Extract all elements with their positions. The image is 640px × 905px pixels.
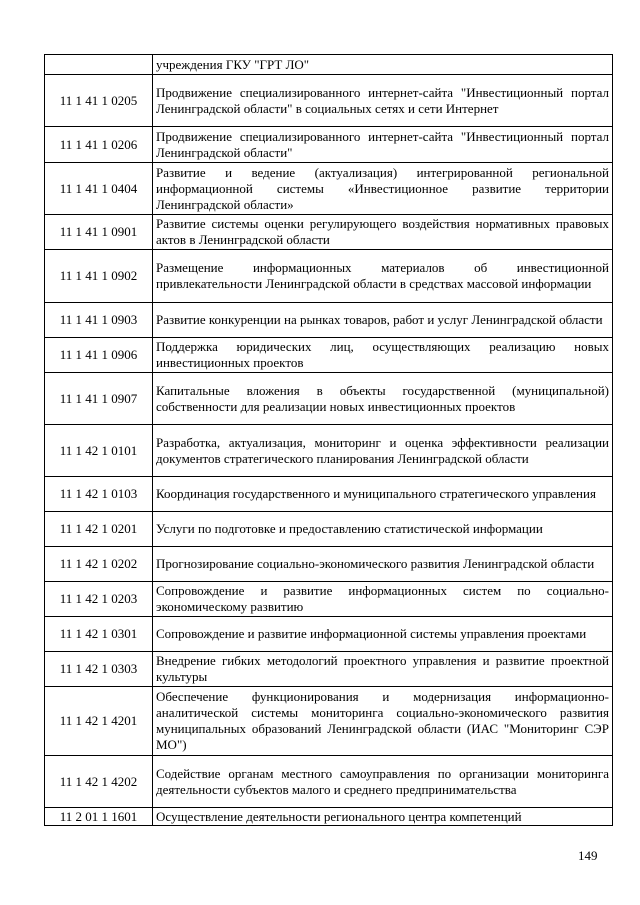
table-row [45,808,613,826]
table-row [45,338,613,373]
table-row [45,250,613,303]
row-description: Сопровождение и развитие информационной системы управления проектами [153,617,613,652]
table-row [45,652,613,687]
row-description: Продвижение специализированного интернет-сайта "Инвестиционный портал Ленинградской области" в социальных сетях и сети Интернет [153,75,613,127]
table-row [45,617,613,652]
row-description: Капитальные вложения в объекты государственной (муниципальной) собственности для реализации новых инвестиционных проектов [153,373,613,425]
row-code [45,55,153,75]
row-code: 11 2 01 1 1601 [45,808,153,826]
row-code: 11 1 42 1 0201 [45,512,153,547]
row-description: Развитие системы оценки регулирующего воздействия нормативных правовых актов в Ленинградской области [153,215,613,250]
row-code: 11 1 41 1 0901 [45,215,153,250]
row-description: Услуги по подготовке и предоставлению статистической информации [153,512,613,547]
row-description: Координация государственного и муниципального стратегического управления [153,477,613,512]
row-code: 11 1 41 1 0404 [45,163,153,215]
table-row [45,687,613,756]
row-code: 11 1 42 1 4201 [45,687,153,756]
row-code: 11 1 41 1 0205 [45,75,153,127]
row-description: Внедрение гибких методологий проектного управления и развитие проектной культуры [153,652,613,687]
row-description: Разработка, актуализация, мониторинг и оценка эффективности реализации документов стратегического планирования Ленинградской области [153,425,613,477]
row-code: 11 1 41 1 0907 [45,373,153,425]
row-code: 11 1 42 1 0301 [45,617,153,652]
row-code: 11 1 42 1 0202 [45,547,153,582]
table-row [45,303,613,338]
row-description: Прогнозирование социально-экономического развития Ленинградской области [153,547,613,582]
row-code: 11 1 41 1 0903 [45,303,153,338]
row-description: Поддержка юридических лиц, осуществляющих реализацию новых инвестиционных проектов [153,338,613,373]
budget-codes-table [44,54,613,826]
row-code: 11 1 42 1 0103 [45,477,153,512]
row-description: Продвижение специализированного интернет-сайта "Инвестиционный портал Ленинградской области" [153,127,613,163]
row-code: 11 1 41 1 0906 [45,338,153,373]
table-row [45,512,613,547]
row-description: Развитие конкуренции на рынках товаров, работ и услуг Ленинградской области [153,303,613,338]
row-description: Развитие и ведение (актуализация) интегрированной региональной информационной системы «Инвестиционное развитие территории Ленинградской области» [153,163,613,215]
table-row [45,547,613,582]
table-row [45,582,613,617]
row-description: Сопровождение и развитие информационных систем по социально-экономическому развитию [153,582,613,617]
table-row [45,55,613,75]
row-description: Осуществление деятельности регионального центра компетенций [153,808,613,826]
row-description: Обеспечение функционирования и модернизация информационно-аналитической системы мониторинга социально-экономического развития муниципальных образований Ленинградской области (ИАС "Мониторинг СЭР МО") [153,687,613,756]
table-row [45,477,613,512]
row-description: учреждения ГКУ "ГРТ ЛО" [153,55,613,75]
row-code: 11 1 42 1 4202 [45,756,153,808]
table-row [45,75,613,127]
row-code: 11 1 41 1 0902 [45,250,153,303]
row-code: 11 1 41 1 0206 [45,127,153,163]
row-code: 11 1 42 1 0303 [45,652,153,687]
table-row [45,425,613,477]
row-code: 11 1 42 1 0203 [45,582,153,617]
row-description: Содействие органам местного самоуправления по организации мониторинга деятельности субъектов малого и среднего предпринимательства [153,756,613,808]
table-row [45,215,613,250]
table-row [45,756,613,808]
row-code: 11 1 42 1 0101 [45,425,153,477]
table-row [45,163,613,215]
row-description: Размещение информационных материалов об инвестиционной привлекательности Ленинградской области в средствах массовой информации [153,250,613,303]
table-row [45,127,613,163]
page-number: 149 [578,848,598,863]
table-row [45,373,613,425]
